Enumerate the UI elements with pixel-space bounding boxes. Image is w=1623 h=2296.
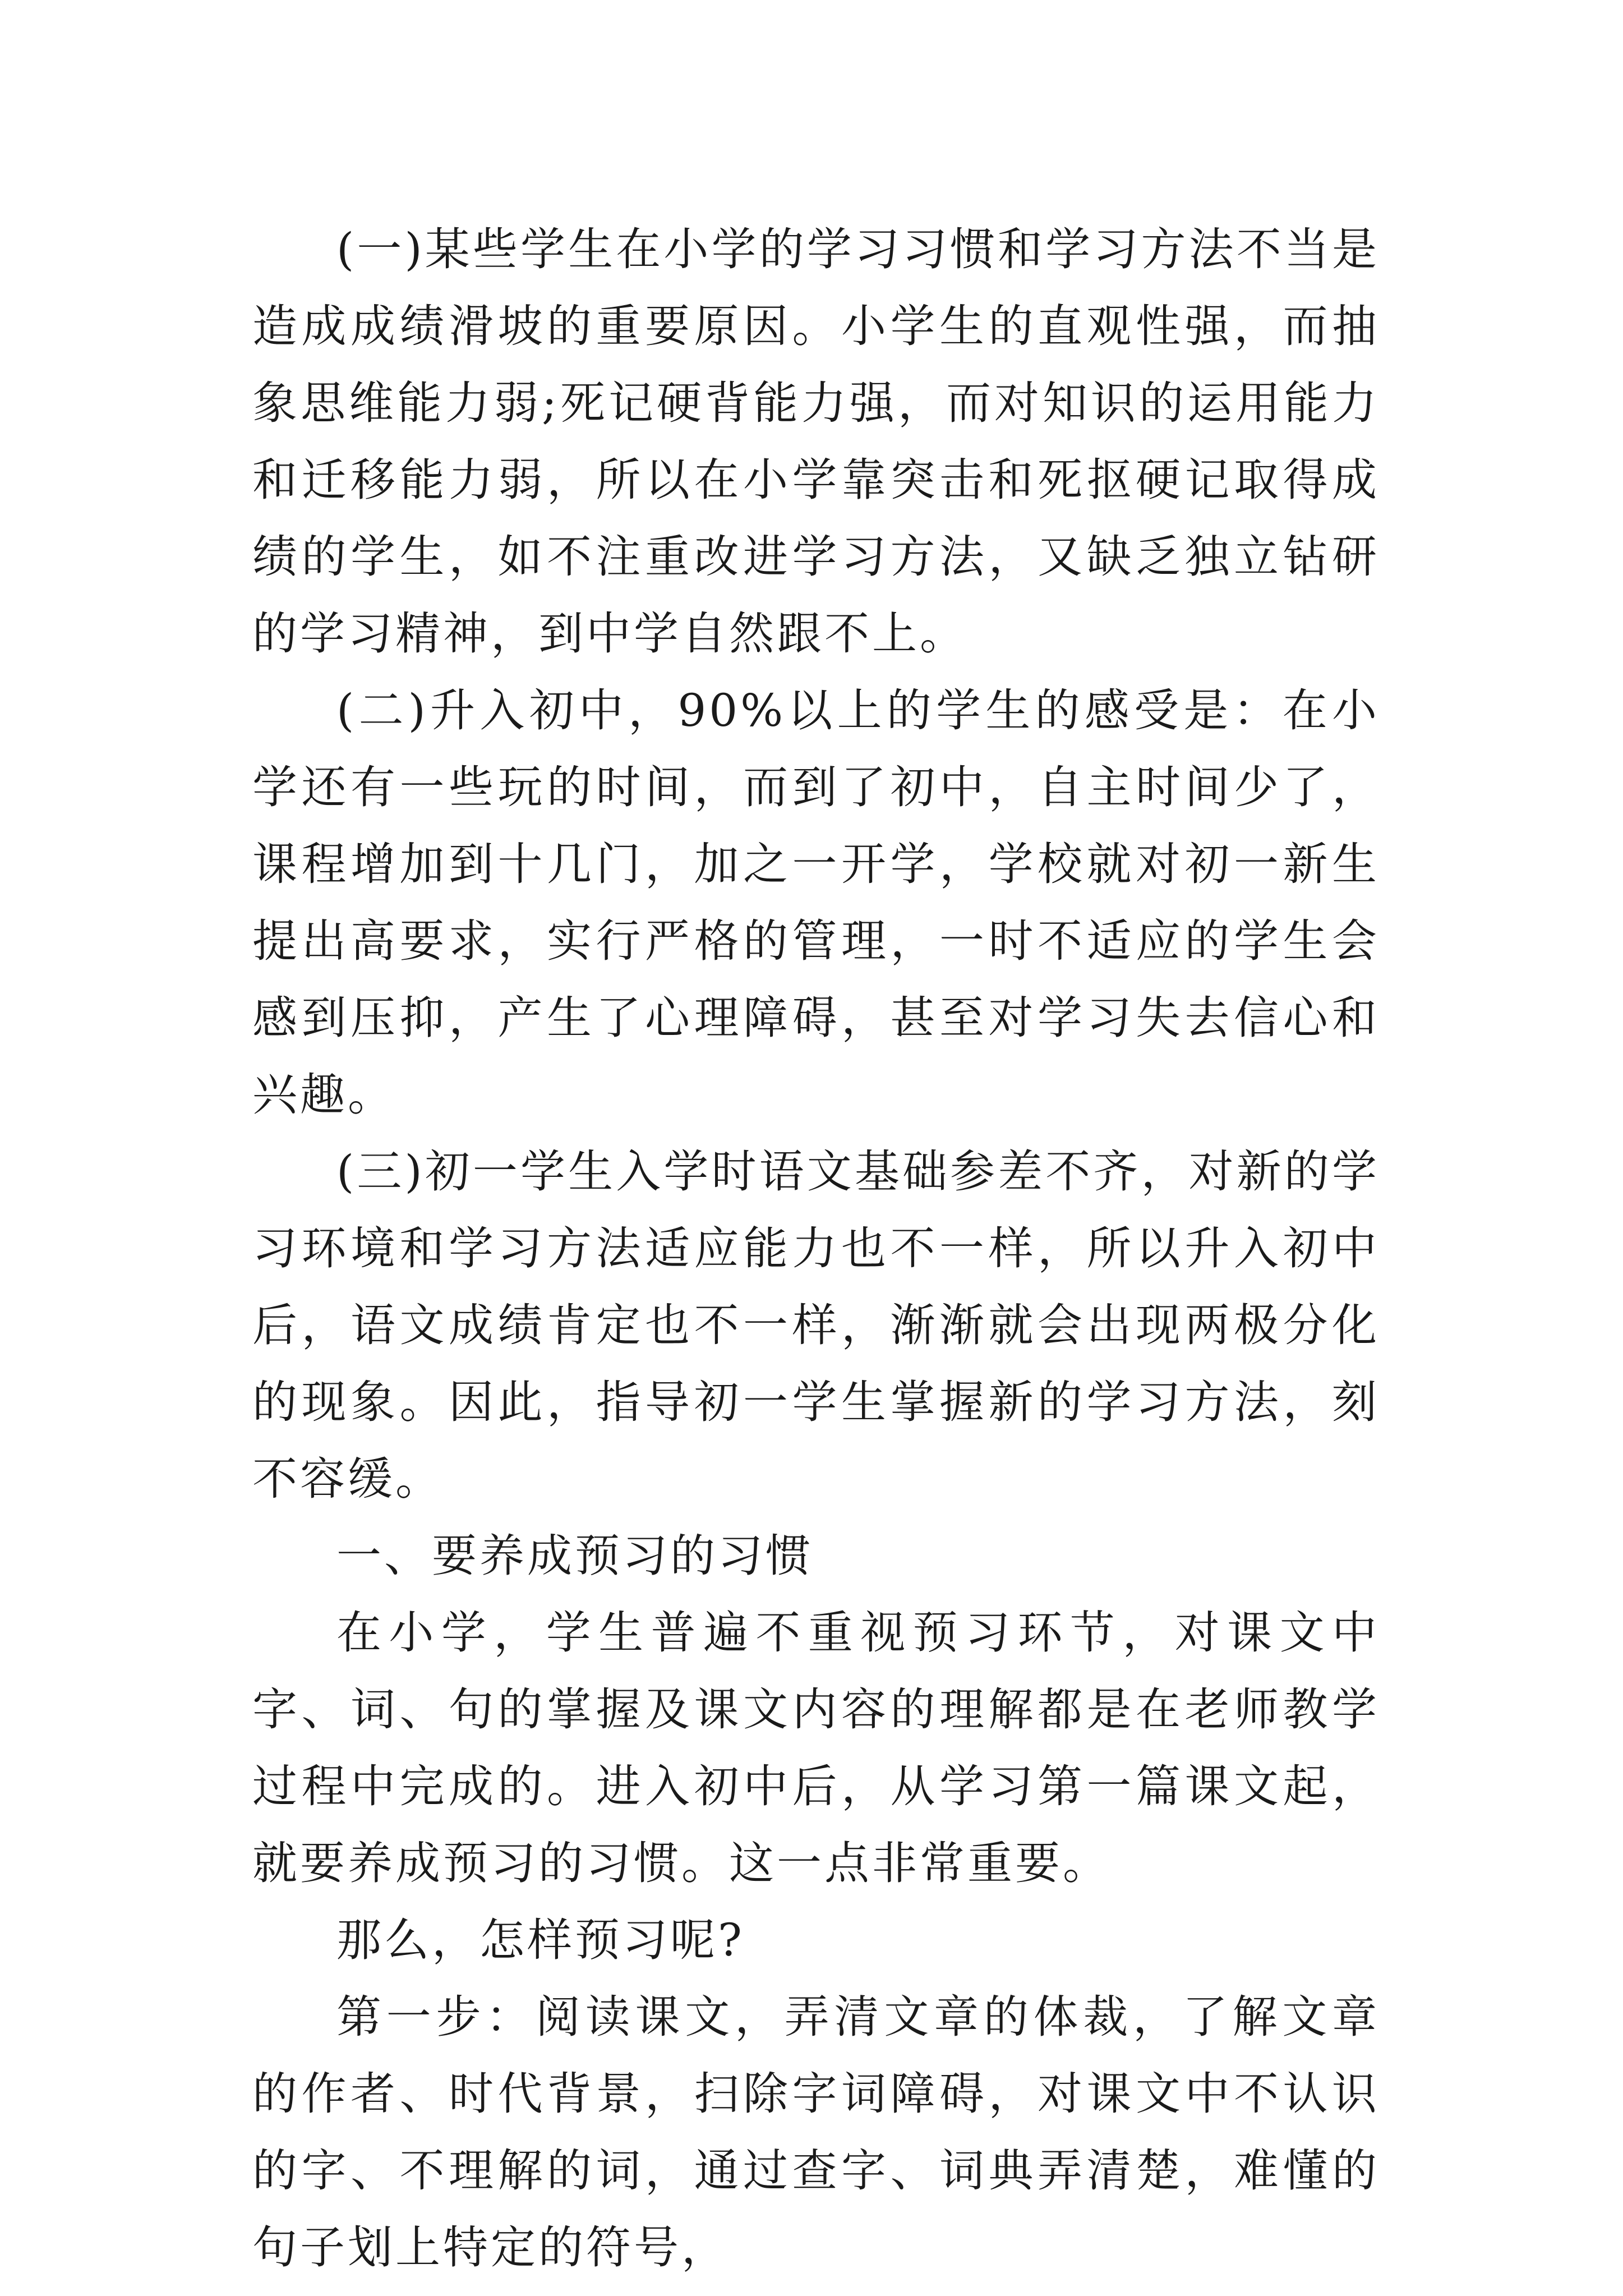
- paragraph-1: (一)某些学生在小学的学习习惯和学习方法不当是造成成绩滑坡的重要原因。小学生的直观性强，而抽象思维能力弱;死记硬背能力强，而对知识的运用能力和迁移能力弱，所以在小学靠突击和死抠硬记取得成绩的学生，如不注重改进学习方法，又缺乏独立钻研的学习精神，到中学自然跟不上。: [252, 223, 1380, 660]
- paragraph-3: (三)初一学生入学时语文基础参差不齐，对新的学习环境和学习方法适应能力也不一样，所以升入初中后，语文成绩肯定也不一样，渐渐就会出现两极分化的现象。因此，指导初一学生掌握新的学习方法，刻不容缓。: [252, 1145, 1380, 1505]
- paragraph-6: 第一步：阅读课文，弄清文章的体裁，了解文章的作者、时代背景，扫除字词障碍，对课文中不认识的字、不理解的词，通过查字、词典弄清楚，难懂的句子划上特定的符号，: [252, 1991, 1380, 2274]
- paragraph-4: 在小学，学生普遍不重视预习环节，对课文中字、词、句的掌握及课文内容的理解都是在老师教学过程中完成的。进入初中后，从学习第一篇课文起，就要养成预习的习惯。这一点非常重要。: [252, 1607, 1380, 1889]
- section-heading: 一、要养成预习的习惯: [336, 1530, 813, 1582]
- paragraph-2: (二)升入初中，90%以上的学生的感受是：在小学还有一些玩的时间，而到了初中，自主时间少了，课程增加到十几门，加之一开学，学校就对初一新生提出高要求，实行严格的管理，一时不适应的学生会感到压抑，产生了心理障碍，甚至对学习失去信心和兴趣。: [252, 684, 1380, 1121]
- paragraph-5: 那么，怎样预习呢?: [336, 1914, 745, 1966]
- document-body: [252, 211, 1380, 2286]
